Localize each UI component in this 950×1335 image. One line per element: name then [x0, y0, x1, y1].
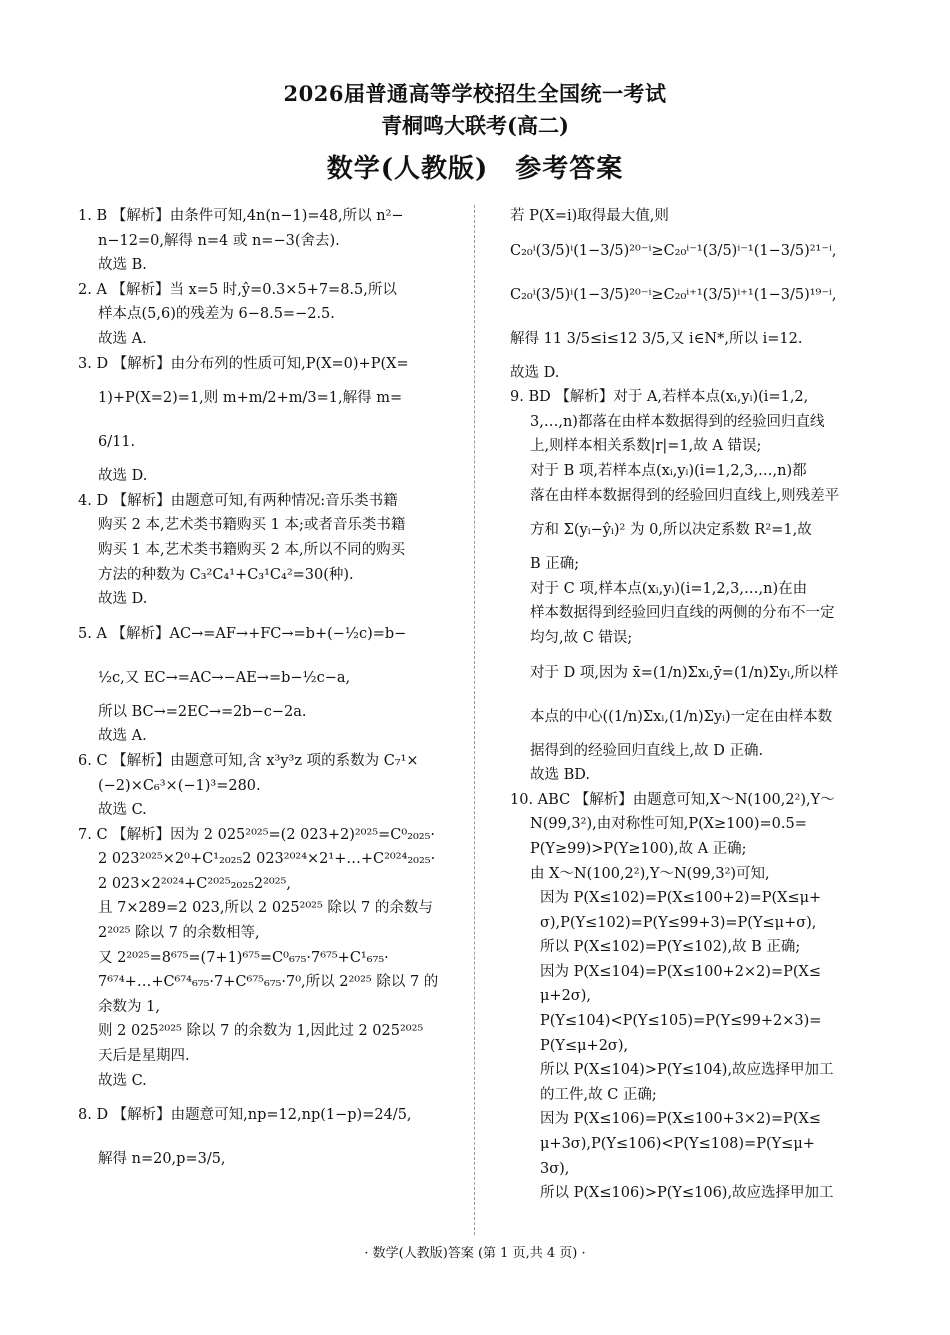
answer-line: 故选 C. — [98, 802, 147, 819]
answer-line: 由 X～N(100,2²),Y～N(99,3²)可知, — [530, 865, 770, 882]
answer-line: 3σ), — [540, 1160, 570, 1177]
answer-line: 2. A 【解析】当 x=5 时,ŷ=0.3×5+7=8.5,所以 — [78, 281, 397, 298]
answer-line: C₂₀ⁱ(3/5)ⁱ(1−3/5)²⁰⁻ⁱ≥C₂₀ⁱ⁻¹(3/5)ⁱ⁻¹(1−3/5)²¹⁻ⁱ, — [510, 242, 837, 259]
answer-line: 且 7×289=2 023,所以 2 025²⁰²⁵ 除以 7 的余数与 — [98, 900, 433, 917]
answer-line: 若 P(X=i)取得最大值,则 — [510, 208, 669, 224]
answer-line: P(Y≤μ+2σ), — [540, 1037, 629, 1054]
answer-line: 2 023×2²⁰²⁴+C²⁰²⁵₂₀₂₅2²⁰²⁵, — [98, 875, 291, 892]
answer-line: 1. B 【解析】由条件可知,4n(n−1)=48,所以 n²− — [78, 208, 404, 224]
answer-line: 故选 A. — [98, 728, 147, 745]
document-title: 数学(人教版) 参考答案 — [326, 154, 624, 184]
answer-line: 样本数据得到经验回归直线的两侧的分布不一定 — [530, 605, 835, 622]
answer-line: 余数为 1, — [98, 998, 160, 1015]
answer-line: 对于 B 项,若样本点(xᵢ,yᵢ)(i=1,2,3,…,n)都 — [530, 462, 807, 479]
answer-line: 故选 D. — [98, 591, 148, 608]
answer-line: 2 023²⁰²⁵×2⁰+C¹₂₀₂₅2 023²⁰²⁴×2¹+…+C²⁰²⁴₂₀₂₅· — [98, 851, 436, 868]
answer-line: 落在由样本数据得到的经验回归直线上,则残差平 — [530, 487, 840, 504]
answer-line: 天后是星期四. — [98, 1048, 190, 1065]
answer-line: B 正确; — [530, 556, 580, 573]
answer-line: (−2)×C₆³×(−1)³=280. — [98, 777, 261, 794]
answer-line: N(99,3²),由对称性可知,P(X≥100)=0.5= — [530, 816, 807, 833]
answer-line: 方和 Σ(yᵢ−ŷᵢ)² 为 0,所以决定系数 R²=1,故 — [530, 522, 812, 539]
answer-line: 对于 D 项,因为 x̄=(1/n)Σxᵢ,ȳ=(1/n)Σyᵢ,所以样 — [530, 664, 839, 681]
answer-line: 解得 n=20,p=3/5, — [98, 1151, 226, 1168]
answer-line: 购买 2 本,艺术类书籍购买 1 本;或者音乐类书籍 — [98, 517, 406, 534]
answer-line: 故选 D. — [98, 468, 148, 485]
answer-line: 因为 P(X≤106)=P(X≤100+3×2)=P(X≤ — [540, 1111, 821, 1128]
answer-line: 4. D 【解析】由题意可知,有两种情况:音乐类书籍 — [78, 492, 398, 509]
answer-line: 所以 P(X≤104)>P(Y≤104),故应选择甲加工 — [540, 1062, 834, 1079]
exam-subtitle: 青桐鸣大联考(高二) — [381, 113, 569, 138]
answer-line: 3,…,n)都落在由样本数据得到的经验回归直线 — [530, 413, 825, 430]
answer-line: 样本点(5,6)的残差为 6−8.5=−2.5. — [98, 306, 335, 323]
answer-line: 解得 11 3/5≤i≤12 3/5,又 i∈N*,所以 i=12. — [510, 330, 803, 347]
answer-line: σ),P(Y≤102)=P(Y≤99+3)=P(Y≤μ+σ), — [540, 914, 817, 931]
answer-line: 7. C 【解析】因为 2 025²⁰²⁵=(2 023+2)²⁰²⁵=C⁰₂₀₂₅· — [78, 826, 436, 843]
answer-line: μ+2σ), — [540, 988, 591, 1005]
answer-line: 故选 C. — [98, 1072, 147, 1089]
answer-line: P(Y≥99)>P(Y≥100),故 A 正确; — [530, 840, 747, 857]
answer-line: 6/11. — [98, 434, 136, 451]
answer-line: 5. A 【解析】AC→=AF→+FC→=b+(−½c)=b− — [78, 625, 407, 642]
answer-line: 的工件,故 C 正确; — [540, 1086, 657, 1103]
answer-line: 10. ABC 【解析】由题意可知,X～N(100,2²),Y～ — [510, 791, 835, 808]
answer-line: 故选 A. — [98, 330, 147, 347]
answer-line: 又 2²⁰²⁵=8⁶⁷⁵=(7+1)⁶⁷⁵=C⁰₆₇₅·7⁶⁷⁵+C¹₆₇₅· — [98, 949, 389, 966]
answer-line: 7⁶⁷⁴+…+C⁶⁷⁴₆₇₅·7+C⁶⁷⁵₆₇₅·7⁰,所以 2²⁰²⁵ 除以 7 的 — [98, 974, 439, 991]
answer-line: 上,则样本相关系数|r|=1,故 A 错误; — [530, 438, 762, 455]
answer-line: C₂₀ⁱ(3/5)ⁱ(1−3/5)²⁰⁻ⁱ≥C₂₀ⁱ⁺¹(3/5)ⁱ⁺¹(1−3/5)¹⁹⁻ⁱ, — [510, 286, 837, 303]
answer-line: 所以 P(X≤106)>P(Y≤106),故应选择甲加工 — [540, 1185, 834, 1202]
answer-line: 1)+P(X=2)=1,则 m+m/2+m/3=1,解得 m= — [98, 390, 403, 407]
answer-line: 所以 BC→=2EC→=2b−c−2a. — [98, 703, 307, 720]
answer-line: μ+3σ),P(Y≤106)<P(Y≤108)=P(Y≤μ+ — [540, 1136, 815, 1153]
answer-line: 购买 1 本,艺术类书籍购买 2 本,所以不同的购买 — [98, 541, 406, 558]
right-column — [510, 204, 878, 1206]
answer-line: 所以 P(X≤102)=P(Y≤102),故 B 正确; — [540, 939, 801, 956]
answer-line: 因为 P(X≤102)=P(X≤100+2)=P(X≤μ+ — [540, 890, 822, 907]
answer-line: 8. D 【解析】由题意可知,np=12,np(1−p)=24/5, — [78, 1107, 412, 1124]
answer-line: 因为 P(X≤104)=P(X≤100+2×2)=P(X≤ — [540, 963, 821, 980]
answer-line: 据得到的经验回归直线上,故 D 正确. — [530, 742, 764, 759]
answer-line: ½c,又 EC→=AC→−AE→=b−½c−a, — [98, 669, 351, 686]
answer-line: n−12=0,解得 n=4 或 n=−3(舍去). — [98, 232, 340, 249]
answer-line: 故选 B. — [98, 257, 147, 274]
page-footer: · 数学(人教版)答案 (第 1 页,共 4 页) · — [364, 1246, 586, 1261]
answer-line: 9. BD 【解析】对于 A,若样本点(xᵢ,yᵢ)(i=1,2, — [510, 389, 809, 406]
answer-line: 方法的种数为 C₃²C₄¹+C₃¹C₄²=30(种). — [98, 566, 354, 583]
answer-line: 则 2 025²⁰²⁵ 除以 7 的余数为 1,因此过 2 025²⁰²⁵ — [98, 1023, 424, 1040]
column-divider — [474, 205, 475, 1235]
answer-line: 3. D 【解析】由分布列的性质可知,P(X=0)+P(X= — [78, 355, 409, 372]
answer-line: 均匀,故 C 错误; — [530, 629, 633, 646]
answer-line: 故选 D. — [510, 364, 560, 381]
answer-line: 本点的中心((1/n)Σxᵢ,(1/n)Σyᵢ)一定在由样本数 — [530, 708, 833, 725]
answer-line: 故选 BD. — [530, 767, 590, 784]
left-column — [78, 204, 460, 1181]
answer-line: 对于 C 项,样本点(xᵢ,yᵢ)(i=1,2,3,…,n)在由 — [530, 580, 808, 597]
answer-line: 6. C 【解析】由题意可知,含 x³y³z 项的系数为 C₇¹× — [78, 752, 419, 769]
exam-title: 2026届普通高等学校招生全国统一考试 — [283, 81, 667, 106]
answer-line: 2²⁰²⁵ 除以 7 的余数相等, — [98, 925, 260, 942]
answer-line: P(Y≤104)<P(Y≤105)=P(Y≤99+2×3)= — [540, 1013, 822, 1030]
